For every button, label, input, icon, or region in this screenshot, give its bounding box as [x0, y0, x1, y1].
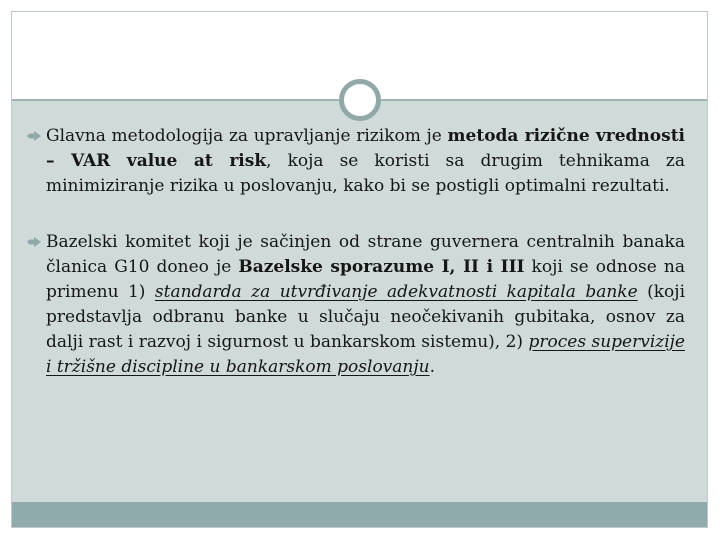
- bullet-text: [46, 232, 685, 377]
- text-run: .: [429, 357, 435, 377]
- text-run: (koji predstavlja odbranu banke u slučaju neočekivanih gubitaka, osnov za dalji rast i razvoj i sigurnost u bankarskom sistemu), 2): [46, 282, 686, 352]
- arrow-bullet-icon: [27, 237, 41, 247]
- slide-footer-bar: [12, 502, 707, 527]
- text-run: koji se odnose na primenu 1): [46, 257, 685, 302]
- text-run: Glavna metodologija za upravljanje rizikom je: [46, 126, 448, 146]
- text-run: , koja se koristi sa drugim tehnikama za minimiziranje rizika u poslovanju, kako bi se postigli optimalni rezultati.: [46, 151, 685, 196]
- bold-phrase: Bazelske sporazume I, II i III: [238, 257, 525, 277]
- underlined-phrase: proces supervizije i tržišne discipline u bankarskom poslovanju: [46, 332, 685, 377]
- arrow-bullet-icon: [27, 131, 41, 141]
- bullet-item: [27, 124, 685, 199]
- underlined-phrase: standarda za utvrđivanje adekvatnosti kapitala banke: [154, 282, 638, 302]
- bullet-text: [46, 126, 685, 196]
- text-run: Bazelski komitet koji je sačinjen od strane guvernera centralnih banaka članica G10 doneo je: [46, 232, 685, 277]
- ring-ornament-icon: [339, 79, 381, 121]
- bold-phrase: metoda rizične vrednosti – VAR value at risk: [46, 126, 686, 171]
- bullet-item: [27, 230, 685, 380]
